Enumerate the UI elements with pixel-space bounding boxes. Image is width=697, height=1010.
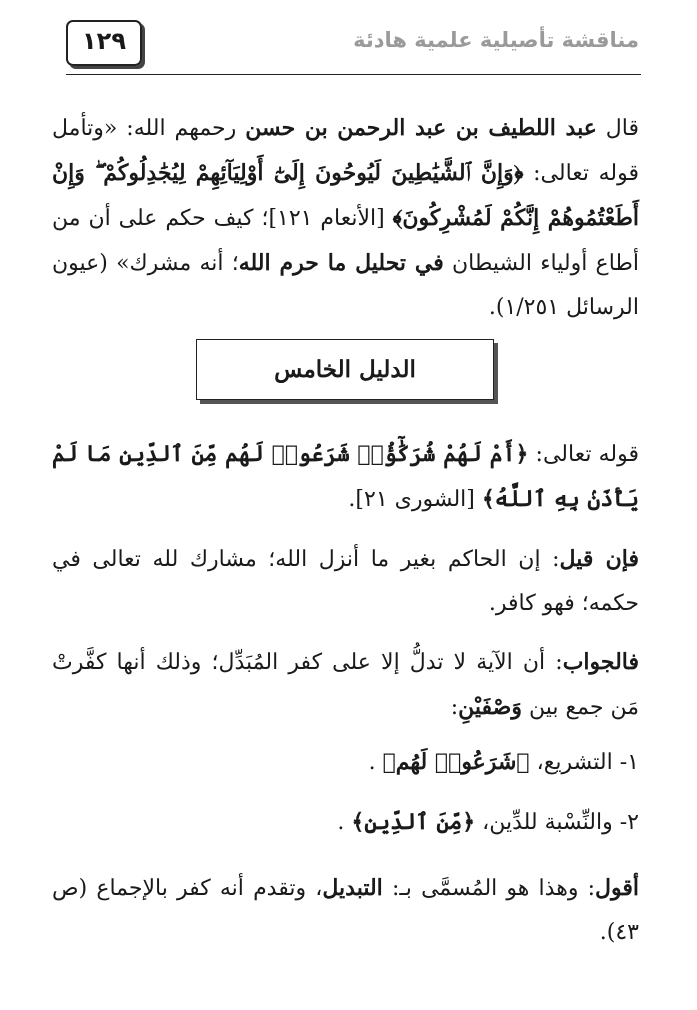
paragraph-objection	[52, 537, 639, 626]
paragraph-conclusion	[52, 866, 639, 955]
para5-bold: أقول	[595, 875, 639, 901]
item1-end: .	[368, 750, 383, 775]
page-number-box	[66, 20, 142, 66]
para5-text2: ، وتقدم أنه كفر بالإجماع (ص ٤٣).	[52, 876, 639, 945]
para5-text: : وهذا هو المُسمَّى بـ:	[382, 876, 595, 901]
list-item-2	[52, 800, 639, 845]
item1-quran: ﴿شَرَعُوا۟ لَهُم﴾	[382, 749, 530, 775]
para2-quran-verse: ﴿أَمْ لَهُمْ شُرَكَٰٓؤُا۟ شَرَعُوا۟ لَهُم مِّنَ ٱلدِّينِ مَا لَمْ يَأْذَنۢ بِهِ ٱللَّهُ﴾	[52, 441, 639, 512]
para1-text2: كيف حكم على أن من أطاع أولياء الشيطان	[52, 206, 640, 276]
para3-text: : إن الحاكم بغير ما أنزل الله؛ مشارك لله تعالى في حكمه؛ فهو كافر.	[52, 547, 639, 616]
para1-lead: قال	[596, 116, 639, 141]
para4-bold: فالجواب	[562, 649, 639, 675]
para1-text3: ؛ أنه مشرك» (عيون الرسائل ١/٢٥١).	[52, 251, 639, 320]
para5-bold2: التبديل	[322, 875, 383, 901]
paragraph-verse	[52, 432, 639, 522]
section-title-box	[196, 339, 494, 400]
paragraph-quote	[52, 106, 639, 330]
para3-bold: فإن قيل	[559, 546, 639, 572]
item2-end: .	[337, 810, 352, 835]
para4-text: : أن الآية لا تدلُّ إلا على كفر المُبَدِّل؛ وذلك أنها كفَّرتْ مَن جمع بين	[52, 650, 639, 720]
running-title: مناقشة تأصيلية علمية هادئة	[353, 28, 639, 52]
item2-quran: ﴿مِّنَ ٱلدِّينِ﴾	[351, 809, 476, 835]
para1-author: عبد اللطيف بن عبد الرحمن بن حسن	[245, 115, 597, 141]
para4-bold2: وَصْفَيْنِ	[458, 694, 522, 720]
para4-text2: :	[450, 695, 459, 720]
page-number: ١٢٩	[82, 27, 126, 55]
para1-bold2: في تحليل ما حرم الله	[238, 250, 444, 276]
para1-after-author: رحمهم الله: «وتأمل قوله تعالى:	[52, 116, 639, 186]
list-item-1	[52, 740, 639, 785]
para1-quran-verse: ﴿وَإِنَّ ٱلشَّيَٰطِينَ لَيُوحُونَ إِلَىٰٓ أَوْلِيَآئِهِمْ لِيُجَٰدِلُوكُمْ ۖ وَإِنْ أَطَعْتُمُوهُمْ إِنَّكُمْ لَمُشْرِكُونَ﴾	[52, 160, 639, 231]
item2-text: ٢- والنِّسْبة للدِّين،	[475, 810, 639, 835]
paragraph-answer	[52, 640, 639, 730]
para2-lead: قوله تعالى:	[528, 442, 639, 467]
header-divider	[66, 74, 641, 75]
para2-verse-reference: [الشورى ٢١].	[348, 487, 482, 512]
item1-text: ١- التشريع،	[529, 750, 639, 775]
section-title: الدليل الخامس	[274, 356, 416, 383]
para1-verse-reference: [الأنعام ١٢١]؛	[261, 206, 393, 231]
